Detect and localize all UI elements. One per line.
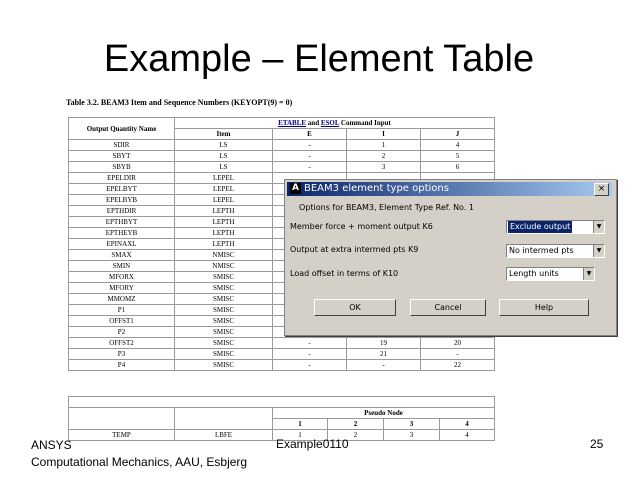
temp-4: 4 (440, 430, 495, 441)
footer-example-id: Example0110 (276, 437, 349, 451)
row-name: EPINAXL (69, 239, 175, 250)
table-row (69, 349, 495, 360)
row-item: NMISC (175, 250, 273, 261)
row-name: P2 (69, 327, 175, 338)
col-header-j: J (421, 129, 495, 140)
output-intermed-select[interactable] (506, 244, 605, 258)
member-force-label: Member force + moment output K6 (290, 222, 433, 231)
row-j: 22 (421, 360, 495, 371)
row-item: LS (175, 140, 273, 151)
table-row (69, 140, 495, 151)
row-i: 21 (347, 349, 421, 360)
row-j: 6 (421, 162, 495, 173)
pseudo-empty-cell (69, 408, 175, 430)
row-j: 20 (421, 338, 495, 349)
output-intermed-label: Output at extra intermed pts K9 (290, 245, 419, 254)
row-name: P1 (69, 305, 175, 316)
member-force-value: Exclude output (510, 222, 571, 231)
row-name: MFORY (69, 283, 175, 294)
table-row (69, 360, 495, 371)
table-row (69, 162, 495, 173)
command-input-header: ETABLE and ESOL Command Input (175, 118, 495, 129)
ansys-logo-icon: A (290, 183, 301, 194)
row-name: P3 (69, 349, 175, 360)
help-button[interactable]: Help (499, 299, 589, 316)
row-item: SMISC (175, 305, 273, 316)
dialog-titlebar[interactable] (287, 182, 612, 196)
pseudo-col-4: 4 (440, 419, 495, 430)
row-item: SMISC (175, 316, 273, 327)
chevron-down-icon[interactable]: ▼ (583, 268, 594, 280)
load-offset-value: Length units (509, 269, 559, 278)
element-type-options-dialog (284, 179, 617, 336)
footer-left (31, 437, 247, 471)
chevron-down-icon[interactable]: ▼ (593, 221, 604, 233)
row-item: SMISC (175, 294, 273, 305)
row-name: SDIR (69, 140, 175, 151)
row-item: LEPTH (175, 228, 273, 239)
pseudo-node-header: Pseudo Node (273, 408, 495, 419)
row-name: EPTHEYB (69, 228, 175, 239)
row-name: OFFST1 (69, 316, 175, 327)
dialog-title: BEAM3 element type options (304, 183, 449, 194)
row-name: OFFST2 (69, 338, 175, 349)
pseudo-col-3: 3 (384, 419, 440, 430)
spacer-row (69, 397, 495, 408)
output-intermed-value: No intermed pts (509, 246, 574, 255)
etable-link[interactable]: ETABLE (278, 119, 307, 127)
table-caption: Table 3.2. BEAM3 Item and Sequence Numbers (KEYOPT(9) = 0) (66, 98, 293, 107)
row-item: SMISC (175, 338, 273, 349)
row-name: MMOMZ (69, 294, 175, 305)
row-e: - (273, 140, 347, 151)
dialog-subtitle: Options for BEAM3, Element Type Ref. No. 1 (299, 203, 474, 212)
row-name: EPTHDIR (69, 206, 175, 217)
row-name: SBYT (69, 151, 175, 162)
row-name: SMIN (69, 261, 175, 272)
row-item: LEPTH (175, 206, 273, 217)
row-name: EPELBYB (69, 195, 175, 206)
row-item: SMISC (175, 327, 273, 338)
row-e: - (273, 349, 347, 360)
col-header-e: E (273, 129, 347, 140)
row-item: SMISC (175, 360, 273, 371)
output-quantity-header: Output Quantity Name (69, 118, 175, 140)
cancel-button[interactable]: Cancel (410, 299, 486, 316)
load-offset-select[interactable] (506, 267, 595, 281)
temp-item: LBFE (175, 430, 273, 441)
row-item: SMISC (175, 349, 273, 360)
row-name: EPELBYT (69, 184, 175, 195)
footer-software: ANSYS (31, 438, 72, 452)
row-name: SBYB (69, 162, 175, 173)
pseudo-col-1: 1 (273, 419, 328, 430)
row-name: EPTHBYT (69, 217, 175, 228)
pseudo-col-2: 2 (328, 419, 384, 430)
row-item: LEPTH (175, 239, 273, 250)
row-item: LEPEL (175, 173, 273, 184)
member-force-select[interactable] (506, 220, 605, 234)
temp-1: 1 (273, 430, 328, 441)
col-header-item: Item (175, 129, 273, 140)
esol-link[interactable]: ESOL (320, 119, 340, 127)
col-header-i: I (347, 129, 421, 140)
row-name: MFORX (69, 272, 175, 283)
row-e: - (273, 360, 347, 371)
row-i: 3 (347, 162, 421, 173)
row-e: - (273, 338, 347, 349)
row-j: - (421, 349, 495, 360)
ok-button[interactable]: OK (314, 299, 396, 316)
pseudo-node-table (68, 396, 495, 441)
close-button[interactable]: × (594, 183, 609, 196)
row-item: SMISC (175, 283, 273, 294)
temp-3: 3 (384, 430, 440, 441)
row-item: LEPTH (175, 217, 273, 228)
row-i: 2 (347, 151, 421, 162)
row-item: SMISC (175, 272, 273, 283)
temp-name: TEMP (69, 430, 175, 441)
row-e: - (273, 162, 347, 173)
row-j: 5 (421, 151, 495, 162)
row-item: LEPEL (175, 195, 273, 206)
row-item: LS (175, 162, 273, 173)
row-name: EPELDIR (69, 173, 175, 184)
pseudo-empty-cell (175, 408, 273, 430)
row-i: 1 (347, 140, 421, 151)
temp-2: 2 (328, 430, 384, 441)
row-item: LEPEL (175, 184, 273, 195)
chevron-down-icon[interactable]: ▼ (593, 245, 604, 257)
load-offset-label: Load offset in terms of K10 (290, 269, 399, 278)
row-j: 4 (421, 140, 495, 151)
row-name: SMAX (69, 250, 175, 261)
row-i: - (347, 360, 421, 371)
table-row (69, 338, 495, 349)
row-i: 19 (347, 338, 421, 349)
page-number: 25 (590, 437, 604, 451)
row-item: LS (175, 151, 273, 162)
slide-title: Example – Element Table (103, 38, 535, 80)
row-name: P4 (69, 360, 175, 371)
table-row (69, 151, 495, 162)
row-item: NMISC (175, 261, 273, 272)
row-e: - (273, 151, 347, 162)
footer-affiliation: Computational Mechanics, AAU, Esbjerg (31, 455, 248, 469)
